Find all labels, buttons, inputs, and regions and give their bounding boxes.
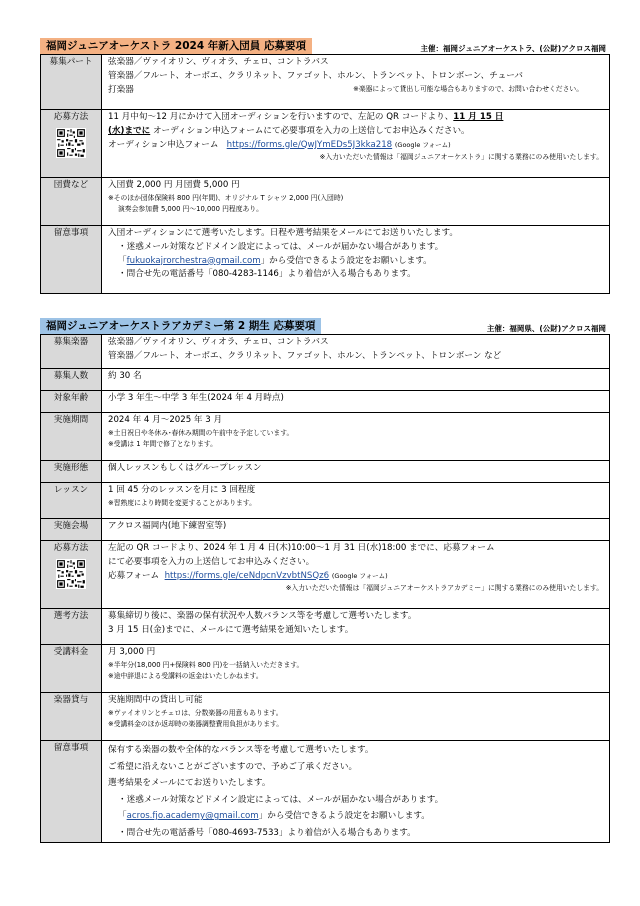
section-title: 福岡ジュニアオーケストラ 2024 年新入団員 応募要項 [40, 38, 312, 54]
email-link[interactable]: fukuokajrorchestra@gmail.com [126, 255, 261, 266]
row-label: レッスン [41, 483, 102, 519]
table-row: 留意事項 保有する楽器の数や全体的なバランス等を考慮して選考いたします。 ご希望に沿えないことがございますので、予めご了承ください。 選考結果をメールにてお送りいたします。 ・迷惑メール対策などドメイン設定によっては、メールが届かない場合があります。 「acros.fjo.academy@gmail.com」から受信できるよう設定をお願いします。 ・問合せ先の電話番号「080-4693-7533」より着信が入る場合もあります。 [41, 741, 610, 843]
form-link[interactable]: https://forms.gle/ceNdpcnVzvbtNSQz6 [164, 570, 330, 581]
row-label: 選考方法 [41, 609, 102, 645]
row-label: 楽器貸与 [41, 693, 102, 741]
table-row: レッスン 1 回 45 分のレッスンを月に 3 回程度 ※習熟度により時間を変更することがあります。 [41, 483, 610, 519]
orchestra-table [40, 54, 610, 294]
table-row: 実施期間 2024 年 4 月～2025 年 3 月 ※土日祝日や冬休み･春休み期間の午前中を予定しています。 ※受講は 1 年間で修了となります。 [41, 413, 610, 461]
email-link[interactable]: acros.fjo.academy@gmail.com [126, 811, 259, 821]
table-row: 応募方法 11 月中旬～12 月にかけて入団オーディションを行いますので、左記の QR コードより、11 月 15 日 (水)までに オーディション申込フォームにて必要事項を入力の上送信してお申込みください。 オーディション申込フォーム https://forms.gle/QwJYmEDs5J3kka218 (Google フォーム) ※入力いただいた情報は「福岡ジュニアオーケストラ」に関する業務にのみ使用いたします。 [41, 110, 610, 178]
row-label: 留意事項 [41, 226, 102, 294]
section-orchestra [40, 38, 610, 294]
row-label: 実施形態 [41, 461, 102, 483]
academy-table [40, 334, 610, 843]
qr-code-icon[interactable] [56, 128, 86, 158]
table-row: 受講料金 月 3,000 円 ※半年分(18,000 円+保険料 800 円)を一括納入いただきます。 ※途中辞退による受講料の返金はいたしかねます。 [41, 645, 610, 693]
row-label: 実施期間 [41, 413, 102, 461]
organizer: 主催：福岡ジュニアオーケストラ、(公財)アクロス福岡 [420, 44, 606, 53]
table-row: 対象年齢 小学 3 年生～中学 3 年生(2024 年 4 月時点) [41, 391, 610, 413]
table-row: 募集人数 約 30 名 [41, 369, 610, 391]
table-row: 応募方法 左記の QR コードより、2024 年 1 月 4 日(木)10:00～1 月 31 日(水)18:00 までに、応募フォーム にて必要事項を入力の上送信してお申込みください。 応募フォーム https://forms.gle/ceNdpcnVzvbtNSQz6 (Google フォーム) ※入力いただいた情報は「福岡ジュニアオーケストラアカデミー」に関する業務にのみ使用いたします。 [41, 541, 610, 609]
table-row: 留意事項 入団オーディションにて選考いたします。日程や選考結果をメールにてお送りいたします。 ・迷惑メール対策などドメイン設定によっては、メールが届かない場合があります。 「fukuokajrorchestra@gmail.com」から受信できるよう設定をお願いします。 ・問合せ先の電話番号「080-4283-1146」より着信が入る場合もあります。 [41, 226, 610, 294]
table-row: 実施会場 アクロス福岡内(地下練習室等) [41, 519, 610, 541]
table-row: 楽器貸与 実施期間中の貸出し可能 ※ヴァイオリンとチェロは、分数楽器の用意もあります。 ※受講料金のほか返却時の楽器調整費用負担があります。 [41, 693, 610, 741]
section-academy [40, 318, 610, 843]
row-label: 対象年齢 [41, 391, 102, 413]
row-label: 募集楽器 [41, 335, 102, 369]
row-label: 応募方法 [53, 543, 89, 553]
table-row: 実施形態 個人レッスンもしくはグループレッスン [41, 461, 610, 483]
row-label: 実施会場 [41, 519, 102, 541]
table-row: 団費など 入団費 2,000 円 月団費 5,000 円 ※そのほか団体保険料 800 円(年間)、オリジナル T シャツ 2,000 円(入団時) 演奏会参加費 5,000 円～10,000 円程度あり。 [41, 178, 610, 226]
deadline: 11 月 15 日 [453, 112, 504, 122]
row-label: 団費など [41, 178, 102, 226]
row-label: 募集人数 [41, 369, 102, 391]
row-label: 留意事項 [41, 741, 102, 843]
form-link[interactable]: https://forms.gle/QwJYmEDs5J3kka218 [226, 139, 393, 150]
qr-code-icon[interactable] [56, 559, 86, 589]
table-row: 募集楽器 弦楽器／ヴァイオリン、ヴィオラ、チェロ、コントラバス 管楽器／フルート、オーボエ、クラリネット、ファゴット、ホルン、トランペット、トロンボーン など [41, 335, 610, 369]
organizer: 主催：福岡県、(公財)アクロス福岡 [486, 324, 606, 333]
row-label: 応募方法 [53, 112, 89, 122]
table-row: 選考方法 募集締切り後に、楽器の保有状況や人数バランス等を考慮して選考いたします。 3 月 15 日(金)までに、メールにて選考結果を通知いたします。 [41, 609, 610, 645]
row-label: 募集パート [41, 55, 102, 110]
row-label: 受講料金 [41, 645, 102, 693]
table-row: 募集パート 弦楽器／ヴァイオリン、ヴィオラ、チェロ、コントラバス 管楽器／フルート、オーボエ、クラリネット、ファゴット、ホルン、トランペット、トロンボーン、チューバ 打楽器 ※楽器によって貸出し可能な場合もありますので、お問い合わせください。 [41, 55, 610, 110]
section-title: 福岡ジュニアオーケストラアカデミー第 2 期生 応募要項 [40, 318, 321, 334]
